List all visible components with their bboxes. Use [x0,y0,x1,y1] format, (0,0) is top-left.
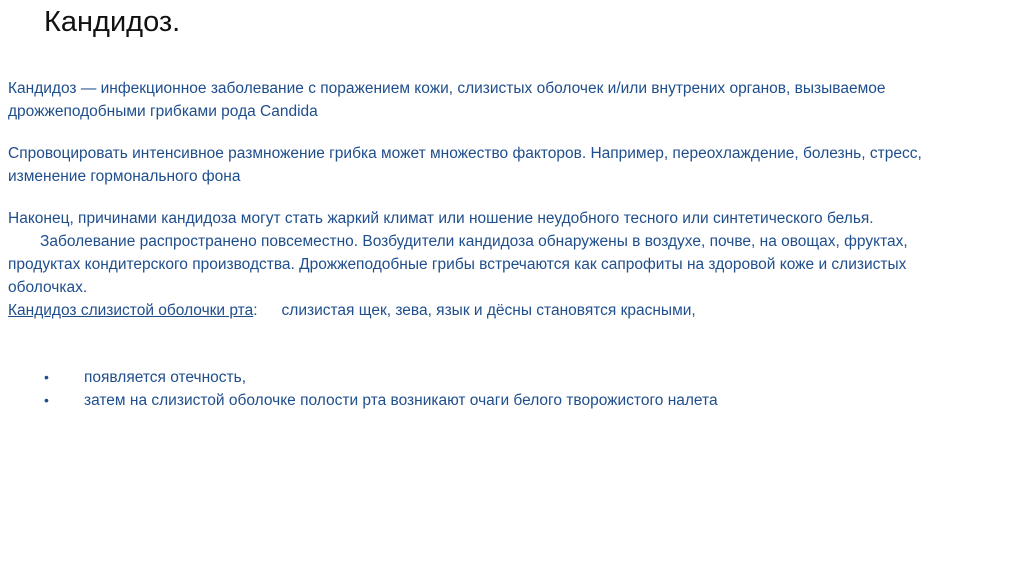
oral-candidiasis-text: слизистая щек, зева, язык и дёсны становятся красными, [281,302,696,319]
paragraph-factors [8,142,1012,188]
list-item [44,389,718,412]
paragraph-definition [8,77,1012,123]
slide-title: Кандидоз. [44,6,181,38]
colon: : [253,302,258,319]
text-line: изменение гормонального фона [8,168,241,185]
bullet-icon: • [44,369,49,385]
oral-candidiasis-label: Кандидоз слизистой оболочки рта [8,302,254,319]
text-line: оболочках. [8,279,88,296]
bullet-list [44,366,718,412]
text-line: Заболевание распространено повсеместно. Возбудители кандидоза обнаружены в воздухе, почве, на овощах, фруктах, [40,233,908,250]
text-line: Наконец, причинами кандидоза могут стать жаркий климат или ношение неудобного тесного или синтетического белья. [8,210,874,227]
list-item-text: появляется отечность, [84,369,247,386]
list-item-text: затем на слизистой оболочке полости рта возникают очаги белого творожистого налета [84,392,718,409]
bullet-icon: • [44,392,49,408]
text-line: Кандидоз — инфекционное заболевание с поражением кожи, слизистых оболочек и/или внутрених органов, вызываемое [8,80,886,97]
oral-candidiasis-line [8,299,1012,322]
slide-body [8,77,1012,322]
paragraph-causes [8,207,1012,322]
text-line: продуктах кондитерского производства. Дрожжеподобные грибы встречаются как сапрофиты на здоровой коже и слизистых [8,256,907,273]
text-line: Спровоцировать интенсивное размножение грибка может множество факторов. Например, переохлаждение, болезнь, стресс, [8,145,922,162]
text-line: дрожжеподобными грибками рода Candida [8,103,318,120]
list-item [44,366,718,389]
